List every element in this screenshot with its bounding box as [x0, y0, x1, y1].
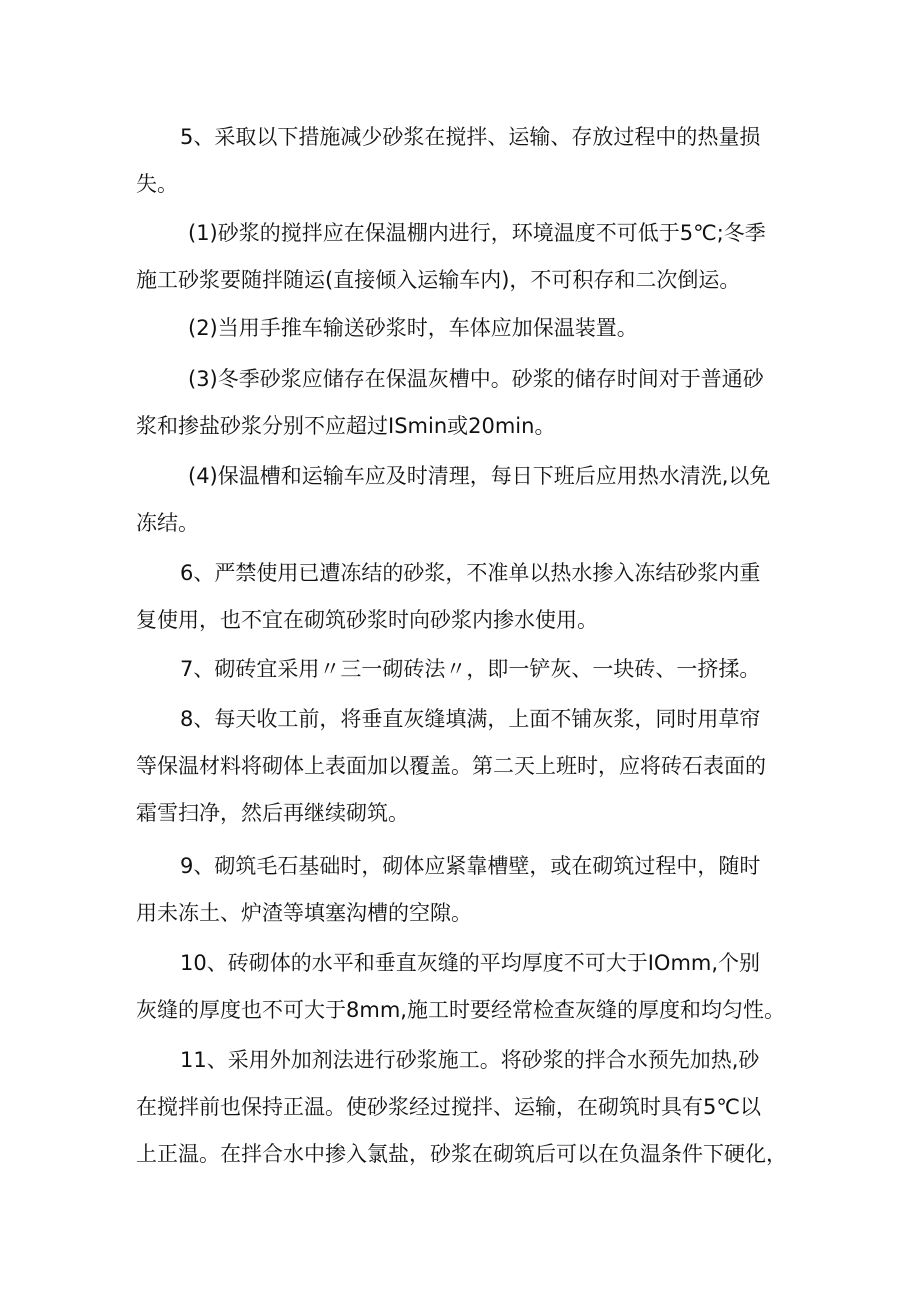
paragraph-sub-3 — [136, 356, 796, 450]
text-line: (3)冬季砂浆应储存在保温灰槽中。砂浆的储存时间对于普通砂 — [188, 367, 764, 391]
paragraph-item-5 — [136, 114, 796, 208]
text-line: 霜雪扫净，然后再继续砌筑。 — [136, 801, 409, 825]
text-line: 6、严禁使用已遭冻结的砂浆，不准单以热水掺入冻结砂浆内重 — [180, 561, 761, 585]
text-line: 7、砌砖宜采用〃三一砌砖法〃，即一铲灰、一块砖、一挤揉。 — [180, 657, 761, 681]
text-line: 浆和掺盐砂浆分别不应超过ISmin或20min。 — [136, 414, 556, 438]
paragraph-item-8 — [136, 696, 796, 837]
paragraph-item-9 — [136, 843, 796, 937]
paragraph-sub-4 — [136, 453, 796, 547]
paragraph-item-11 — [136, 1037, 796, 1178]
text-line: 用未冻土、炉渣等填塞沟槽的空隙。 — [136, 901, 472, 925]
text-line: 在搅拌前也保持正温。使砂浆经过搅拌、运输，在砌筑时具有5℃以 — [136, 1095, 761, 1119]
paragraph-item-10 — [136, 940, 796, 1034]
paragraph-item-7 — [136, 646, 796, 693]
text-line: 11、采用外加剂法进行砂浆施工。将砂浆的拌合水预先加热,砂 — [180, 1048, 760, 1072]
text-line: 5、采取以下措施减少砂浆在搅拌、运输、存放过程中的热量损 — [180, 125, 761, 149]
text-line: 上正温。在拌合水中掺入氯盐，砂浆在砌筑后可以在负温条件下硬化， — [136, 1142, 787, 1166]
text-line: 施工砂浆要随拌随运(直接倾入运输车内)，不可积存和二次倒运。 — [136, 268, 741, 292]
text-line: 8、每天收工前，将垂直灰缝填满，上面不铺灰浆，同时用草帘 — [180, 707, 761, 731]
text-line: 冻结。 — [136, 511, 199, 535]
text-line: 失。 — [136, 172, 178, 196]
text-line: 10、砖砌体的水平和垂直灰缝的平均厚度不可大于IOmm,个别 — [180, 951, 761, 975]
paragraph-sub-1 — [136, 210, 796, 304]
text-line: (2)当用手推车输送砂浆时，车体应加保温装置。 — [188, 316, 638, 340]
text-line: (1)砂浆的搅拌应在保温棚内进行，环境温度不可低于5℃;冬季 — [188, 221, 766, 245]
text-line: 等保温材料将砌体上表面加以覆盖。第二天上班时，应将砖石表面的 — [136, 754, 766, 778]
text-line: 复使用，也不宜在砌筑砂浆时向砂浆内掺水使用。 — [136, 608, 598, 632]
text-line: (4)保温槽和运输车应及时清理，每日下班后应用热水清洗,以免 — [188, 464, 771, 488]
text-line: 9、砌筑毛石基础时，砌体应紧靠槽壁，或在砌筑过程中，随时 — [180, 854, 761, 878]
paragraph-sub-2 — [136, 305, 796, 352]
text-line: 灰缝的厚度也不可大于8mm,施工时要经常检查灰缝的厚度和均匀性。 — [136, 998, 785, 1022]
paragraph-item-6 — [136, 550, 796, 644]
